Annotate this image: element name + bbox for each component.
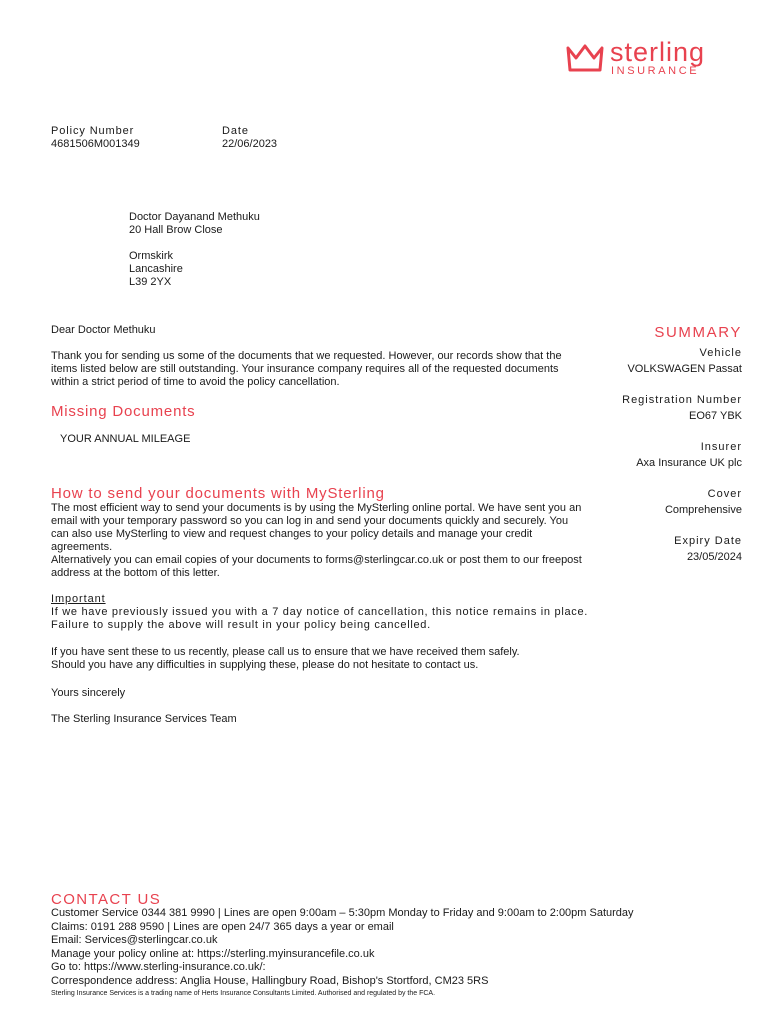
address-street: 20 Hall Brow Close — [129, 224, 223, 236]
contact-title: CONTACT US — [51, 891, 162, 908]
important-notice: Important If we have previously issued you with a 7 day notice of cancellation, this notice remains in place. Failure to supply the above will result in your policy being cancelled. — [51, 593, 596, 632]
policy-number-block — [51, 125, 140, 151]
recipient-address — [129, 211, 260, 289]
address-town: Ormskirk — [129, 250, 173, 262]
crown-icon — [566, 44, 604, 72]
how-to-send-heading: How to send your documents with MySterling — [51, 485, 385, 502]
contact-details — [51, 907, 751, 998]
date-label: Date — [222, 125, 249, 137]
important-label: Important — [51, 593, 106, 605]
brand-name: sterling — [610, 37, 706, 67]
missing-item: YOUR ANNUAL MILEAGE — [60, 433, 191, 445]
policy-number-label: Policy Number — [51, 125, 135, 137]
summary-insurer: Insurer Axa Insurance UK plc — [636, 441, 742, 469]
team-signature: The Sterling Insurance Services Team — [51, 713, 237, 725]
sterling-logo — [566, 37, 742, 78]
missing-documents-heading: Missing Documents — [51, 403, 196, 420]
summary-title: SUMMARY — [654, 324, 742, 341]
intro-paragraph: Thank you for sending us some of the documents that we requested. However, our records show that the items listed below are still outstanding. Your insurance company requires all of the requested documents within a strict period of time to avoid the policy cancellation. — [51, 350, 562, 388]
contact-claims: Claims: 0191 288 9590 | Lines are open 24/7 365 days a year or email — [51, 920, 394, 933]
summary-expiry: Expiry Date 23/05/2024 — [674, 535, 742, 563]
salutation: Dear Doctor Methuku — [51, 324, 156, 336]
contact-customer-service: Customer Service 0344 381 9990 | Lines are open 9:00am – 5:30pm Monday to Friday and 9:00am to 2:00pm Saturday — [51, 907, 634, 919]
summary-vehicle: Vehicle VOLKSWAGEN Passat — [627, 347, 742, 375]
summary-cover: Cover Comprehensive — [664, 488, 742, 516]
policy-number-value: 4681506M001349 — [51, 138, 140, 150]
recent-notice: If you have sent these to us recently, please call us to ensure that we have received them safely. Should you have any difficulties in supplying these, please do not hesitate to contact us. — [51, 646, 520, 671]
contact-email: Email: Services@sterlingcar.co.uk — [51, 934, 218, 947]
brand-subname: INSURANCE — [611, 65, 700, 77]
summary-registration: Registration Number EO67 YBK — [622, 394, 742, 422]
address-name: Doctor Dayanand Methuku — [129, 211, 260, 223]
address-postcode: L39 2YX — [129, 276, 172, 288]
date-value: 22/06/2023 — [222, 138, 278, 150]
contact-website: Go to: https://www.sterling-insurance.co.uk/: — [51, 961, 266, 974]
contact-manage-link: Manage your policy online at: https://sterling.myinsurancefile.co.uk — [51, 947, 375, 960]
contact-footnote: Sterling Insurance Services is a trading name of Herts Insurance Consultants Limited. Authorised and regulated by the FCA. — [51, 989, 436, 997]
date-block — [222, 125, 277, 151]
how-to-send-paragraph: The most efficient way to send your documents is by using the MySterling online portal. We have sent you an email with your temporary password so you can log in and send your documents quickly and securely. You can also use MySterling to view and request changes to your policy details and manage your credit agreements. Alternatively you can email copies of your documents to forms@sterlingcar.co.uk or post them to our freepost address at the bottom of this letter. — [51, 502, 582, 579]
signoff: Yours sincerely — [51, 687, 126, 699]
contact-correspondence: Correspondence address: Anglia House, Hallingbury Road, Bishop's Stortford, CM23 5RS — [51, 974, 489, 987]
address-county: Lancashire — [129, 263, 183, 275]
